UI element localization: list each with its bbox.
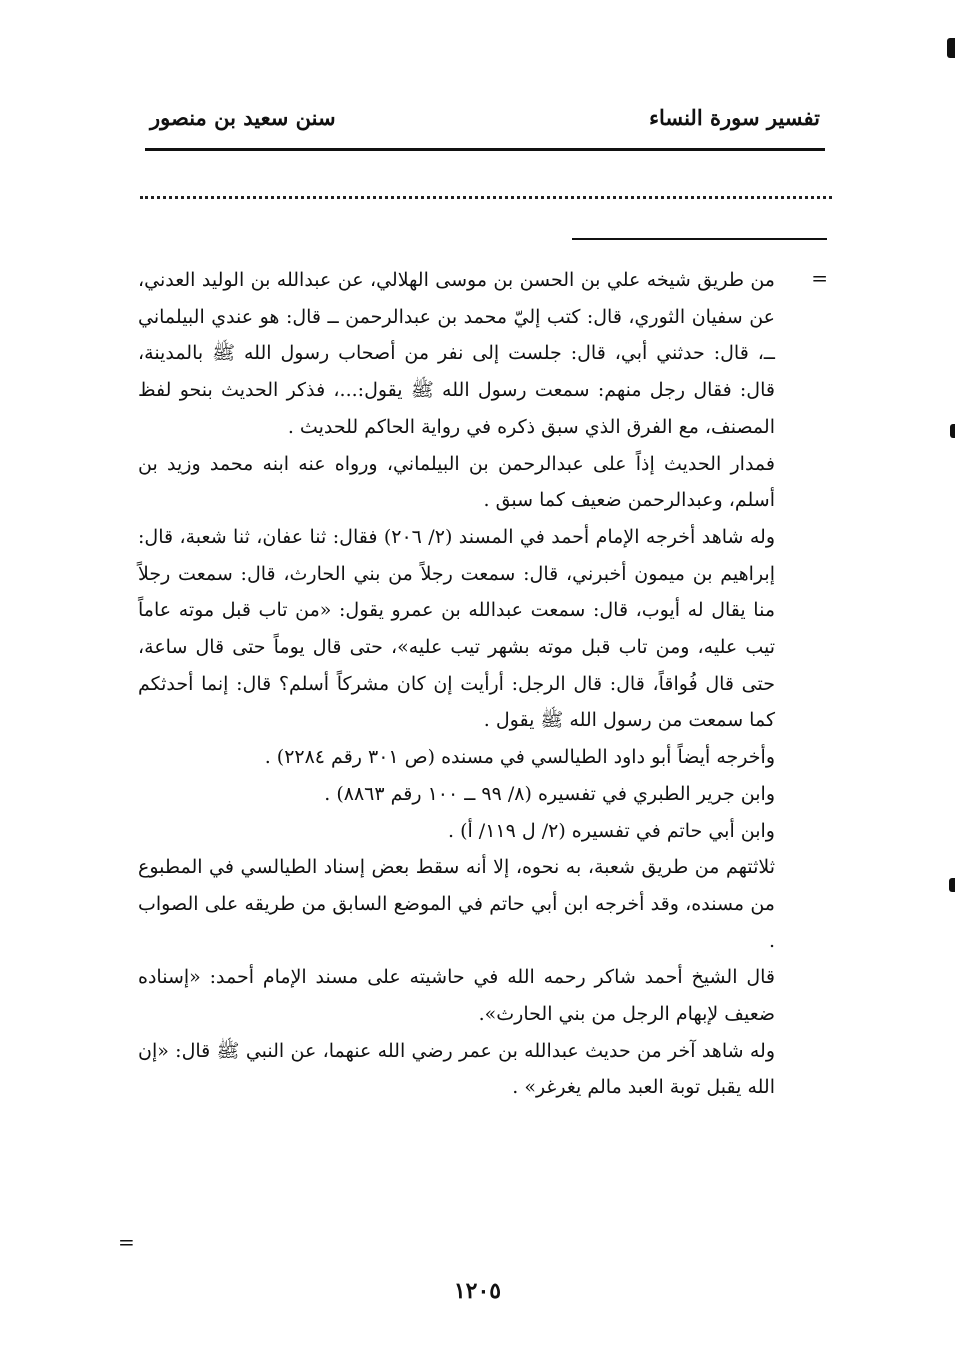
- paragraph: وله شاهد أخرجه الإمام أحمد في المسند (٢/ ٢٠٦) فقال: ثنا عفان، ثنا شعبة، قال: إبراهيم بن ميمون أخبرني، قال: سمعت رجلاً من بني الحارث، قال: سمعت رجلاً منا يقال له أيوب، قال: سمعت عبدالله بن عمرو يقول: «من تاب قبل موته عاماً تيب عليه، ومن تاب قبل موته بشهر تيب عليه»، حتى قال يوماً حتى قال ساعة، حتى قال فُواقاً، قال: قال الرجل: أرأيت إن كان مشركاً أسلم؟ قال: إنما أحدثكم كما سمعت من رسول الله ﷺ يقول .: [138, 525, 776, 732]
- paragraph: وابن جرير الطبري في تفسيره (٨/ ٩٩ ــ ١٠٠ رقم ٨٨٦٣) .: [324, 782, 775, 805]
- continuation-mark-bottom: =: [118, 1230, 135, 1254]
- scan-edge-mark: [949, 878, 955, 892]
- paragraph: من طريق شيخه علي بن الحسن بن موسى الهلالي، عن عبدالله بن الوليد العدني، عن سفيان الثوري، قال: كتب إليّ محمد بن عبدالرحمن ــ قال: هو عندي البيلماني ــ، قال: حدثني أبي، قال: جلست إلى نفر من أصحاب رسول الله ﷺ بالمدينة، قال: فقال رجل منهم: سمعت رسول الله ﷺ يقول:...، فذكر الحديث بنحو لفظ المصنف، مع الفرق الذي سبق ذكره في رواية الحاكم للحديث .: [138, 269, 776, 438]
- paragraph: ثلاثتهم من طريق شعبة، به نحوه، إلا أنه سقط بعض إسناد الطيالسي في المطبوع من مسنده، وقد أخرجه ابن أبي حاتم في الموضع السابق من طريقه على الصواب .: [138, 856, 775, 952]
- paragraph: وابن أبي حاتم في تفسيره (٢/ ل ١١٩/ أ) .: [448, 819, 775, 842]
- page-number: ١٢٠٥: [453, 1278, 502, 1304]
- footnote-body: [138, 262, 775, 1106]
- header-divider: [145, 148, 825, 151]
- running-header-book: سنن سعيد بن منصور: [150, 105, 336, 130]
- footnote-divider: [572, 238, 827, 240]
- scan-edge-mark: [950, 424, 955, 438]
- running-header-surah: تفسير سورة النساء: [649, 105, 820, 130]
- continuation-mark-top: =: [811, 266, 828, 290]
- paragraph: فمدار الحديث إذاً على عبدالرحمن بن البيلماني، ورواه عنه ابنه محمد وزيد بن أسلم، وعبدالرحمن ضعيف كما سبق .: [138, 452, 775, 512]
- omitted-text-dotted-line: [140, 196, 832, 199]
- paragraph: وأخرجه أيضاً أبو داود الطيالسي في مسنده (ص ٣٠١ رقم ٢٢٨٤) .: [264, 746, 775, 769]
- paragraph: قال الشيخ أحمد شاكر رحمه الله في حاشيته على مسند الإمام أحمد: «إسناده ضعيف لإبهام الرجل من بني الحارث».: [138, 966, 775, 1026]
- paragraph: وله شاهد آخر من حديث عبدالله بن عمر رضي الله عنهما، عن النبي ﷺ قال: «إن الله يقبل توبة العبد مالم يغرغر» .: [138, 1039, 775, 1099]
- scan-edge-mark: [947, 38, 955, 58]
